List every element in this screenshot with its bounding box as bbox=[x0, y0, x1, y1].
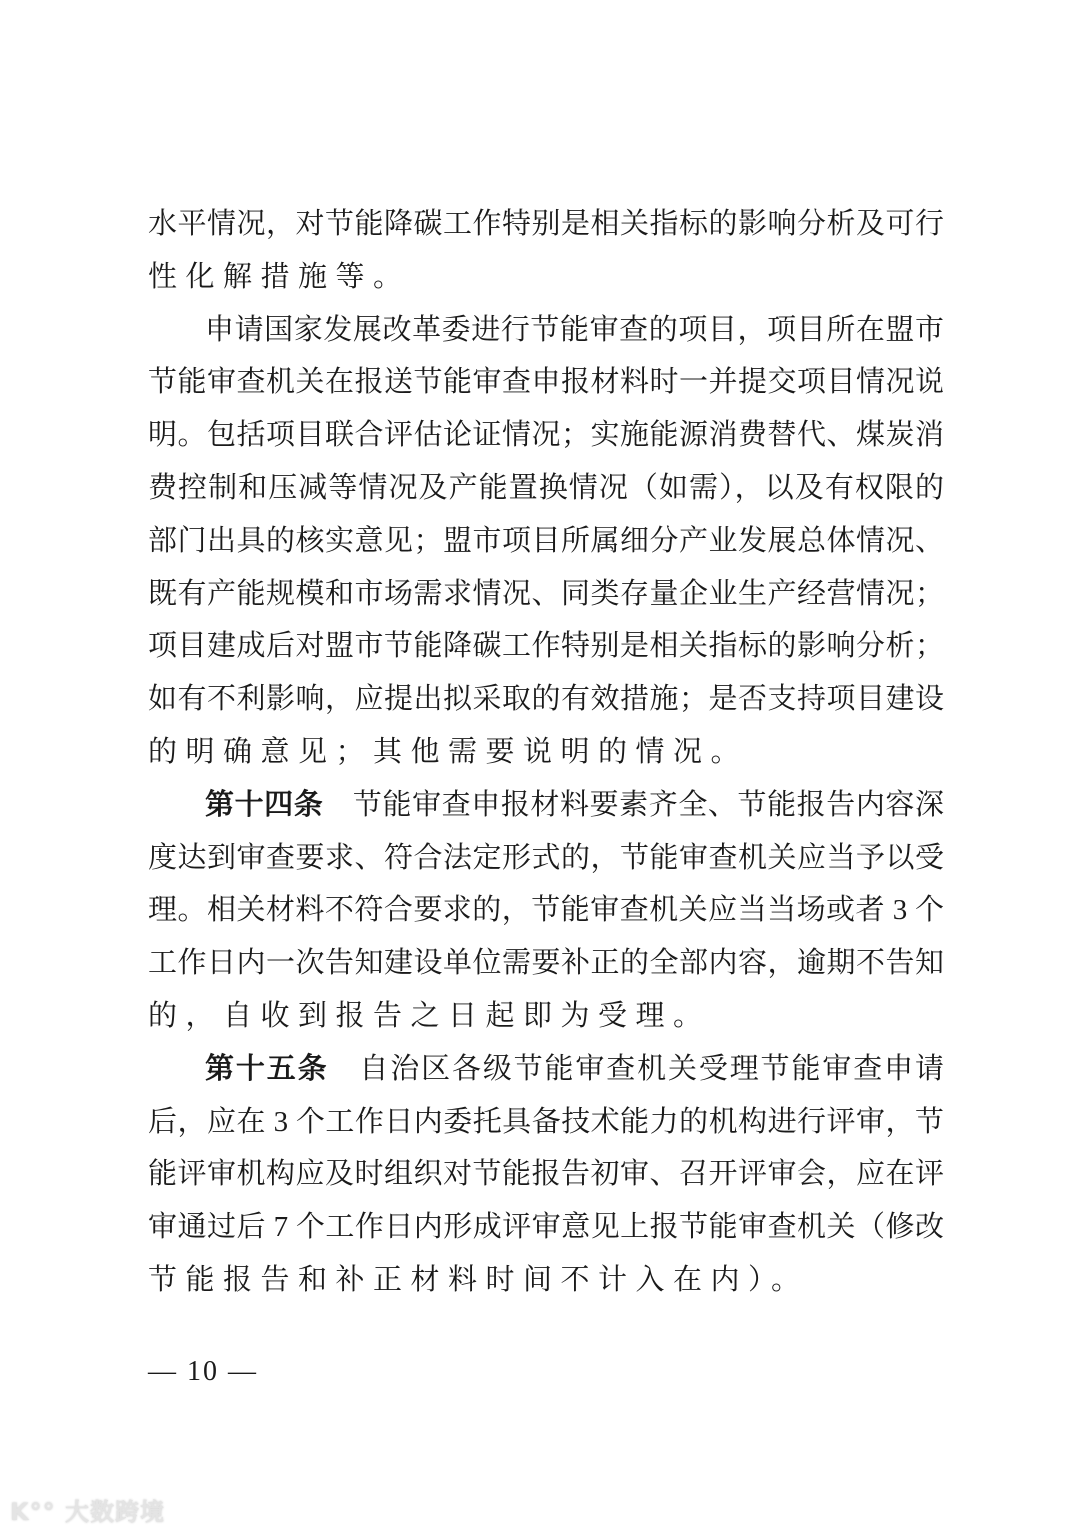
text-line bbox=[148, 945, 944, 981]
line-text: 的，自收到报告之日起即为受理。 bbox=[148, 1000, 711, 1032]
text-line bbox=[148, 576, 944, 612]
text-line bbox=[148, 1104, 944, 1140]
text-line bbox=[205, 312, 944, 348]
line-text: 后，应在 3 个工作日内委托具备技术能力的机构进行评审，节 bbox=[148, 1105, 944, 1138]
line-text: 节能审查申报材料要素齐全、节能报告内容深 bbox=[323, 788, 944, 821]
line-text: 明。包括项目联合评估论证情况；实施能源消费替代、煤炭消 bbox=[148, 419, 944, 452]
text-line bbox=[148, 364, 944, 400]
line-text: 度达到审查要求、符合法定形式的，节能审查机关应当予以受 bbox=[148, 841, 944, 874]
text-line bbox=[148, 1262, 944, 1298]
text-line bbox=[148, 259, 944, 295]
text-line bbox=[148, 998, 944, 1034]
line-text: 项目建成后对盟市节能降碳工作特别是相关指标的影响分析； bbox=[148, 630, 944, 663]
text-line bbox=[148, 892, 944, 928]
text-line bbox=[148, 206, 944, 242]
line-text: 工作日内一次告知建设单位需要补正的全部内容，逾期不告知 bbox=[148, 947, 944, 980]
text-line bbox=[148, 1209, 944, 1245]
line-text: 部门出具的核实意见；盟市项目所属细分产业发展总体情况、 bbox=[148, 524, 944, 557]
line-text: 性化解措施等。 bbox=[148, 260, 411, 293]
line-text: 申请国家发展改革委进行节能审查的项目，项目所在盟市 bbox=[205, 313, 944, 346]
line-text: 如有不利影响，应提出拟采取的有效措施；是否支持项目建设 bbox=[148, 683, 944, 716]
line-text: 的明确意见；其他需要说明的情况。 bbox=[148, 736, 749, 768]
line-text: 水平情况，对节能降碳工作特别是相关指标的影响分析及可行 bbox=[148, 208, 944, 240]
text-line bbox=[205, 1051, 944, 1087]
article-heading: 第十四条 bbox=[205, 788, 324, 821]
text-line bbox=[205, 787, 944, 823]
text-line bbox=[148, 417, 944, 453]
text-line bbox=[148, 523, 944, 559]
line-text: 既有产能规模和市场需求情况、同类存量企业生产经营情况； bbox=[148, 577, 944, 610]
line-text: 费控制和压减等情况及产能置换情况（如需），以及有权限的 bbox=[148, 472, 944, 504]
text-line bbox=[148, 470, 944, 506]
watermark-logo: K°° 大数跨境 bbox=[10, 1498, 165, 1526]
line-text: 节能审查机关在报送节能审查申报材料时一并提交项目情况说 bbox=[148, 366, 944, 399]
line-text: 能评审机构应及时组织对节能报告初审、召开评审会，应在评 bbox=[148, 1158, 944, 1191]
text-line bbox=[148, 734, 944, 770]
line-text: 节能报告和补正材料时间不计入在内）。 bbox=[148, 1264, 809, 1296]
text-line bbox=[148, 840, 944, 876]
article-heading: 第十五条 bbox=[205, 1052, 329, 1085]
page-number: — 10 — bbox=[148, 1356, 258, 1387]
line-text: 自治区各级节能审查机关受理节能审查申请 bbox=[328, 1052, 944, 1085]
text-line bbox=[148, 1156, 944, 1192]
line-text: 审通过后 7 个工作日内形成评审意见上报节能审查机关（修改 bbox=[148, 1211, 944, 1244]
text-line bbox=[148, 681, 944, 717]
line-text: 理。相关材料不符合要求的，节能审查机关应当当场或者 3 个 bbox=[148, 894, 944, 927]
text-line bbox=[148, 628, 944, 664]
